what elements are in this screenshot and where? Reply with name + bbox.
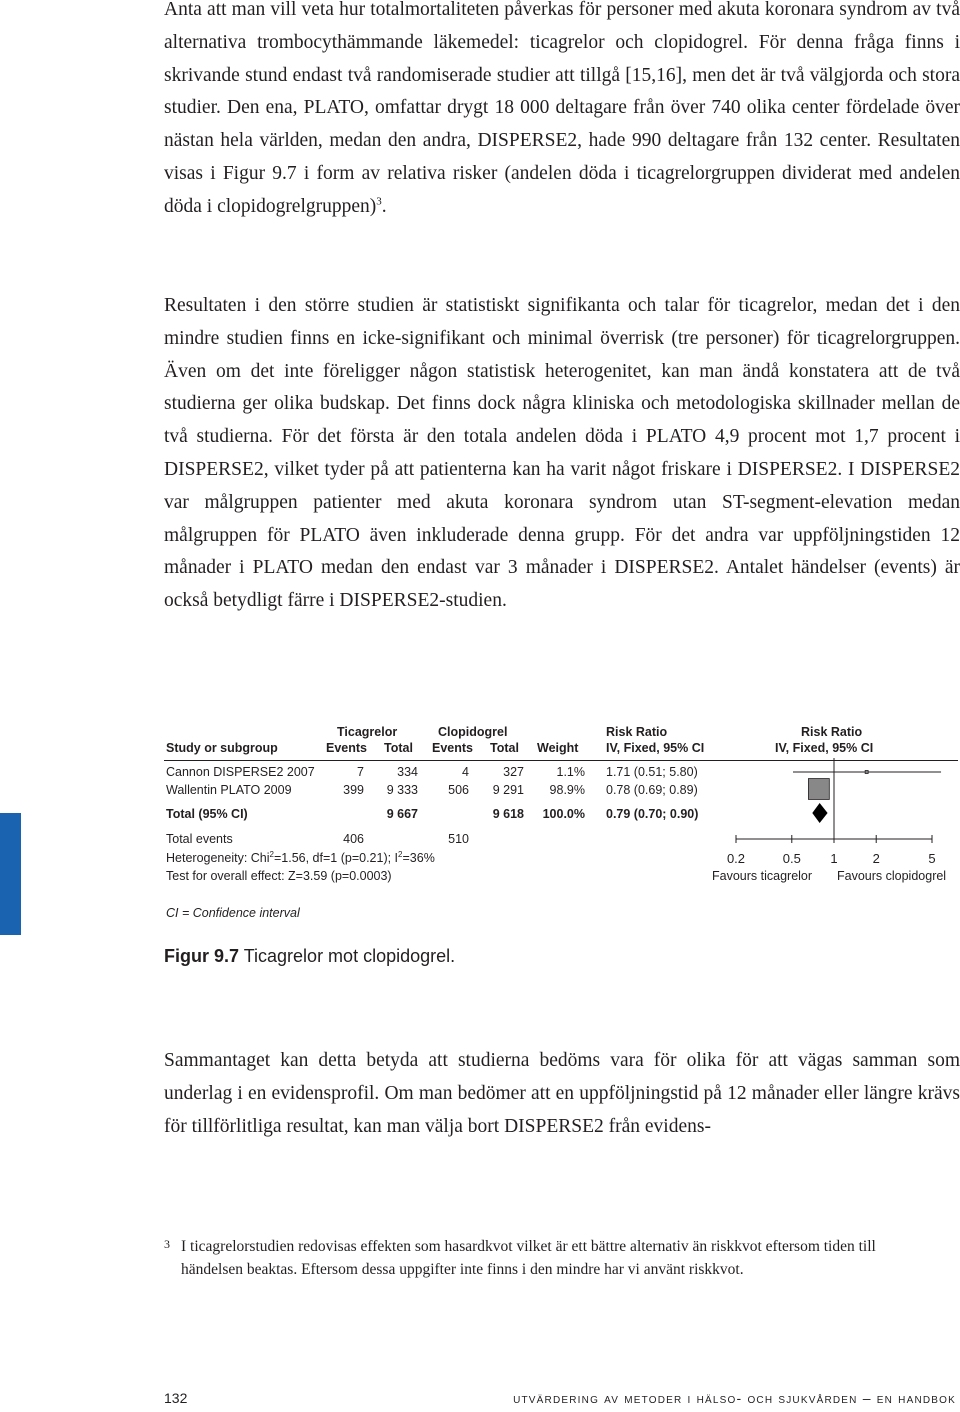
header-c-events: Events xyxy=(432,741,473,755)
intro-text: Anta att man vill veta hur totalmortaliteten påverkas för personer med akuta koronara syndrom av två alternativa trombocythämmande läkemedel: ticagrelor och clopidogrel. För denna fråga finns i skrivande stund endast två randomiserade studier att tillgå [15,16], men det är två välgjorda och stora studier. Den ena, PLATO, omfattar drygt 18 000 deltagare från över 740 olika center fördelade över nästan hela världen, medan den andra, DISPERSE2, hade 990 deltagare från 132 center. Resultaten visas i Figur 9.7 i form av relativa risker (andelen döda i ticagrelorgruppen dividerat med andelen döda i clopidogrelgruppen) xyxy=(164,0,960,217)
page-number: 132 xyxy=(164,1390,188,1406)
header-rr-method-plot: IV, Fixed, 95% CI xyxy=(775,741,874,755)
footnote-ref[interactable]: 3 xyxy=(376,195,382,208)
total-c-total: 9 618 xyxy=(492,807,524,821)
total-ci: 0.79 (0.70; 0.90) xyxy=(606,807,699,821)
row-1-t-total: 334 xyxy=(397,765,418,779)
header-t-total: Total xyxy=(384,741,413,755)
heterogeneity-text: Heterogeneity: Chi$^2$=1.56, df=1 (p=0.21); $I^2=36\%$ xyxy=(166,850,435,866)
figure-caption xyxy=(164,946,455,967)
row-1-c-events: 4 xyxy=(462,765,469,779)
intro-end: . xyxy=(381,195,387,217)
row-1-c-total: 327 xyxy=(503,765,524,779)
favours-right-label: Favours clopidogrel xyxy=(837,869,947,883)
header-rr-method: IV, Fixed, 95% CI xyxy=(606,741,705,755)
total-events-t: 406 xyxy=(343,832,364,846)
header-weight: Weight xyxy=(537,741,579,755)
total-events-c: 510 xyxy=(448,832,469,846)
study-point xyxy=(865,771,868,774)
header-ticagrelor: Ticagrelor xyxy=(337,725,398,739)
row-2-weight: 98.9% xyxy=(549,783,585,797)
row-1-t-events: 7 xyxy=(357,765,364,779)
results-paragraph: Resultaten i den större studien är statistiskt signifikanta och talar för ticagrelor, medan det i den mindre studien finns en icke-signifikant och minimal överrisk (tre personer) för ticagrelorgruppen. Även om det inte föreligger någon statistisk heterogenitet, kan man ändå konstatera att de två studierna ger olika budskap. Det finns dock några kliniska och metodologiska skillnader mellan de två studierna. För det första är den totala andelen döda i PLATO 4,9 procent mot 1,7 procent i DISPERSE2, vilket tyder på att patienterna kan ha varit något friskare i DISPERSE2. I DISPERSE2 var målgruppen patienter med akuta koronara syndrom utan ST-segment-elevation medan målgruppen för PLATO även inkluderade denna grupp. För det andra var uppföljningstiden 12 månader i PLATO medan den endast var 3 månader i DISPERSE2. Antalet händelser (events) är också betydligt färre i DISPERSE2-studien. xyxy=(164,295,960,612)
header-c-total: Total xyxy=(490,741,519,755)
row-2-ci: 0.78 (0.69; 0.89) xyxy=(606,783,698,797)
total-events-label: Total events xyxy=(166,832,233,846)
pooled-diamond xyxy=(812,803,827,823)
row-2-t-total: 9 333 xyxy=(386,783,418,797)
row-1-weight: 1.1% xyxy=(556,765,585,779)
x-tick-label: 1 xyxy=(830,851,838,866)
forest-plot xyxy=(700,758,958,870)
caption-text: Ticagrelor mot clopidogrel. xyxy=(243,946,456,966)
row-2-t-events: 399 xyxy=(343,783,364,797)
x-tick-label: 0.2 xyxy=(726,851,746,866)
running-title: utvärdering av metoder i hälso- och sjukvården – en handbok xyxy=(513,1390,956,1406)
overall-effect-text: Test for overall effect: Z=3.59 (p=0.0003) xyxy=(166,869,392,883)
header-study: Study or subgroup xyxy=(166,741,278,755)
ci-note: CI = Confidence interval xyxy=(166,906,300,920)
row-1-ci: 1.71 (0.51; 5.80) xyxy=(606,765,698,779)
study-point xyxy=(808,779,829,800)
header-t-events: Events xyxy=(326,741,367,755)
x-tick-label: 2 xyxy=(872,851,880,866)
footnote-number: 3 xyxy=(164,1237,170,1251)
row-2-c-total: 9 291 xyxy=(492,783,524,797)
row-2-c-events: 506 xyxy=(448,783,469,797)
conclusion-paragraph: Sammantaget kan detta betyda att studierna bedöms vara för olika för att vägas samman som underlag i en evidensprofil. Om man bedömer att en uppföljningstid på 12 månader eller längre krävs för tillförlitliga resultat, kan man välja bort DISPERSE2 från evidens- xyxy=(164,1050,960,1137)
footnote-text: I ticagrelorstudien redovisas effekten som hasardkvot vilket är ett bättre alternativ än riskkvot eftersom tiden till händelsen beaktas. Eftersom dessa uppgifter inte finns i den mindre har vi använt riskkvot. xyxy=(181,1238,876,1278)
header-risk-ratio-plot: Risk Ratio xyxy=(801,725,863,739)
caption-label: Figur 9.7 xyxy=(164,946,240,966)
header-clopidogrel: Clopidogrel xyxy=(438,725,508,739)
header-risk-ratio: Risk Ratio xyxy=(606,725,668,739)
row-1-study: Cannon DISPERSE2 2007 xyxy=(166,765,315,779)
total-weight: 100.0% xyxy=(542,807,585,821)
total-t-total: 9 667 xyxy=(386,807,418,821)
x-tick-label: 5 xyxy=(928,851,936,866)
total-label: Total (95% CI) xyxy=(166,807,248,821)
favours-left-label: Favours ticagrelor xyxy=(712,869,813,883)
x-tick-label: 0.5 xyxy=(782,851,801,866)
row-2-study: Wallentin PLATO 2009 xyxy=(166,783,292,797)
